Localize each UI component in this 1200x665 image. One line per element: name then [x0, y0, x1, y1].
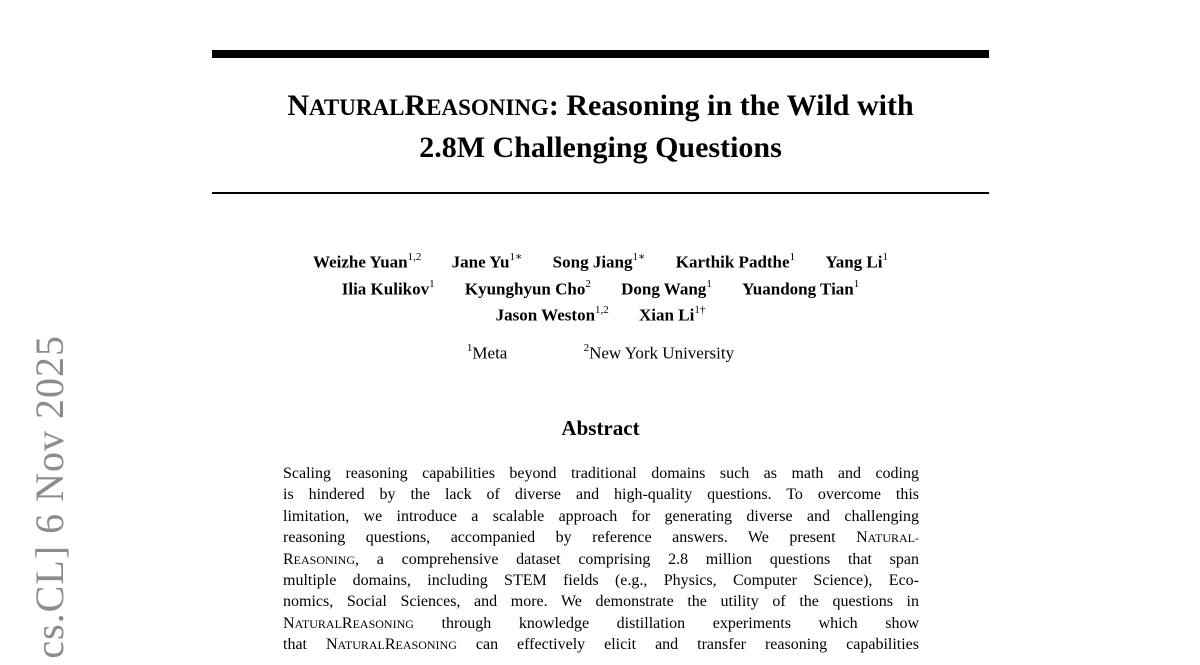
- affiliation-mark: 1: [466, 342, 473, 354]
- author-name: Yuandong Tian: [742, 279, 854, 299]
- abstract-line: multiple domains, including STEM fields (e.g., Physics, Computer Science), Eco-: [283, 571, 919, 589]
- abstract-heading: Abstract: [561, 416, 640, 440]
- author-affiliation-mark: 2: [585, 277, 591, 290]
- abstract-smallcaps-rest: ATURAL-: [867, 531, 919, 546]
- abstract-line: limitation, we introduce a scalable approach for generating diverse and challenging: [283, 507, 919, 525]
- affiliation-name: New York University: [589, 343, 735, 363]
- author: [452, 247, 523, 274]
- author-name: Dong Wang: [621, 279, 707, 299]
- affiliation-list: [212, 338, 989, 365]
- abstract-fragment: can effectively elicit and transfer reasoning capabilities: [456, 636, 919, 654]
- title-smallcaps-rest: ATURAL: [309, 95, 405, 120]
- author: [676, 247, 795, 274]
- abstract-smallcaps-rest: EASONING: [293, 552, 356, 567]
- title-smallcaps-initial: R: [404, 89, 427, 122]
- author-name: Song Jiang: [552, 252, 633, 272]
- author-affiliation-mark: 1: [882, 251, 888, 263]
- abstract-line: [283, 549, 919, 570]
- author-name: Jane Yu: [451, 252, 510, 272]
- author-name: Xian Li: [639, 305, 695, 325]
- author-affiliation-mark: 1: [429, 277, 435, 290]
- author-row-3: [212, 300, 989, 327]
- author-affiliation-mark: 1,2: [407, 251, 422, 263]
- abstract-line: [283, 527, 919, 548]
- arxiv-stamp: [20, 335, 80, 665]
- author: [553, 247, 646, 274]
- abstract-smallcaps-initial: N: [325, 636, 338, 654]
- abstract-line: [283, 634, 919, 655]
- abstract-smallcaps-rest: EASONING: [352, 616, 414, 631]
- author: [742, 274, 859, 301]
- author: [342, 274, 435, 301]
- author-affiliation-mark: 1∗: [509, 251, 523, 263]
- abstract-line: Scaling reasoning capabilities beyond traditional domains such as math and coding: [283, 465, 919, 482]
- abstract-smallcaps-initial: R: [341, 614, 353, 632]
- author-name: Weizhe Yuan: [313, 252, 408, 272]
- author: [621, 274, 712, 301]
- author-row-1: [212, 247, 989, 274]
- author: [639, 300, 705, 327]
- abstract-text: [283, 463, 919, 656]
- abstract-fragment: , a comprehensive dataset comprising 2.8 million questions that span: [355, 550, 919, 568]
- abstract-fragment: through knowledge distillation experiments which show: [413, 614, 919, 632]
- title-line-1-rest: : Reasoning in the Wild with: [548, 89, 914, 122]
- affiliation-mark: 2: [583, 342, 590, 354]
- abstract-smallcaps-rest: EASONING: [395, 638, 457, 653]
- author-affiliation-mark: 1: [789, 251, 796, 263]
- author-list: [212, 247, 989, 327]
- abstract-fragment: reasoning questions, accompanied by reference answers. We present: [283, 529, 857, 547]
- author-affiliation-mark: 1: [853, 277, 860, 290]
- top-rule: [212, 50, 989, 58]
- author: [313, 247, 421, 274]
- affiliation: [584, 338, 734, 365]
- author-name: Ilia Kulikov: [341, 279, 430, 299]
- title-smallcaps-initial: N: [287, 89, 310, 122]
- abstract-smallcaps-initial: R: [283, 550, 294, 568]
- title-line-1: [212, 86, 989, 128]
- abstract-smallcaps-rest: ATURAL: [337, 638, 385, 653]
- author-name: Kyunghyun Cho: [464, 279, 586, 299]
- affiliation: [467, 338, 507, 365]
- abstract-line: nomics, Social Sciences, and more. We demonstrate the utility of the questions in: [283, 593, 919, 611]
- author-name: Yang Li: [825, 252, 883, 272]
- abstract-smallcaps-initial: R: [384, 636, 396, 654]
- author: [825, 247, 888, 274]
- author: [496, 300, 609, 327]
- author-affiliation-mark: 1: [706, 277, 712, 290]
- author-affiliation-mark: 1†: [694, 304, 706, 317]
- title-smallcaps-rest: EASONING: [426, 95, 549, 120]
- author-name: Jason Weston: [495, 305, 596, 325]
- abstract-fragment: that: [283, 636, 326, 654]
- title-bottom-rule: [212, 192, 989, 194]
- author-affiliation-mark: 1,2: [595, 304, 609, 317]
- abstract-line: [283, 613, 919, 634]
- abstract-smallcaps-rest: ATURAL: [294, 616, 342, 631]
- arxiv-stamp-text: cs.CL] 6 Nov 2025: [27, 335, 72, 659]
- author: [465, 274, 591, 301]
- paper-title: [212, 86, 989, 168]
- title-line-2: 2.8M Challenging Questions: [419, 131, 782, 164]
- affiliation-name: Meta: [472, 343, 508, 363]
- abstract-smallcaps-initial: N: [283, 614, 295, 632]
- author-name: Karthik Padthe: [675, 252, 790, 272]
- author-affiliation-mark: 1∗: [632, 251, 646, 263]
- abstract-line: is hindered by the lack of diverse and high-quality questions. To overcome this: [283, 486, 919, 504]
- author-row-2: [212, 274, 989, 301]
- abstract-smallcaps-initial: N: [856, 529, 868, 547]
